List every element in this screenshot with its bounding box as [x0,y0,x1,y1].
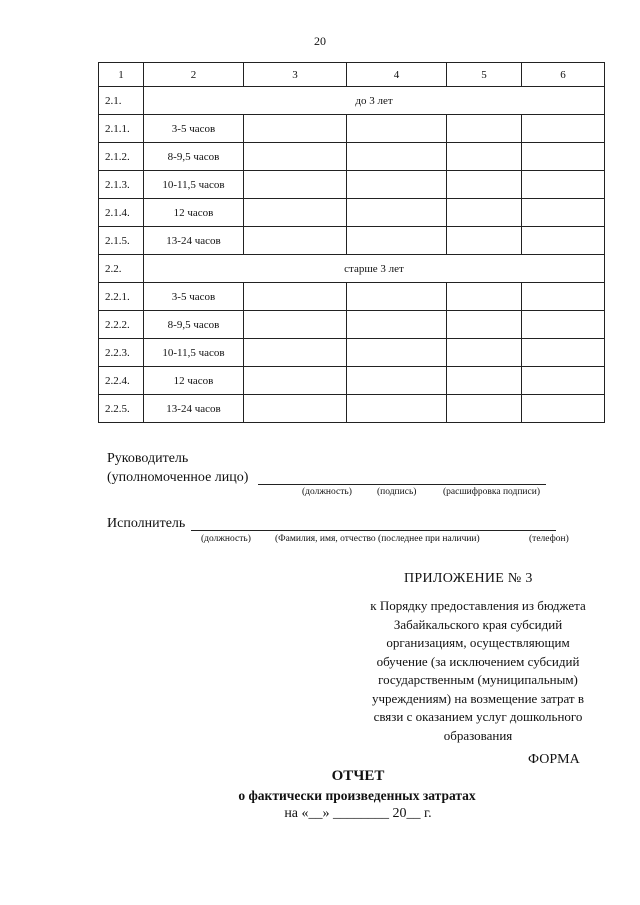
column-header: 4 [347,63,447,87]
value-cell[interactable] [244,115,347,143]
appendix-line: обучение (за исключением субсидий [376,653,580,669]
hours-cell: 12 часов [144,367,244,395]
row-number: 2.1.5. [99,227,144,255]
caption-executor-phone: (телефон) [529,534,569,544]
value-cell[interactable] [347,283,447,311]
hours-cell: 13-24 часов [144,227,244,255]
value-cell[interactable] [522,227,605,255]
value-cell[interactable] [347,395,447,423]
value-cell[interactable] [447,227,522,255]
head-label: Руководитель [107,451,189,466]
table-row [99,171,605,199]
value-cell[interactable] [447,311,522,339]
appendix-line: учреждениям) на возмещение затрат в [372,690,584,706]
value-cell[interactable] [522,283,605,311]
column-header: 6 [522,63,605,87]
row-number: 2.2.5. [99,395,144,423]
value-cell[interactable] [347,367,447,395]
value-cell[interactable] [447,283,522,311]
appendix-line: организациям, осуществляющим [386,635,570,650]
hours-cell: 8-9,5 часов [144,311,244,339]
caption-decoding: (расшифровка подписи) [443,487,540,497]
report-title: ОТЧЕТ [331,768,385,784]
value-cell[interactable] [244,171,347,199]
value-cell[interactable] [522,199,605,227]
report-date: на «__» ________ 20__ г. [284,806,432,821]
row-number: 2.1.4. [99,199,144,227]
value-cell[interactable] [447,199,522,227]
value-cell[interactable] [347,143,447,171]
cost-table [98,62,605,423]
column-header: 3 [244,63,347,87]
value-cell[interactable] [522,171,605,199]
value-cell[interactable] [347,171,447,199]
appendix-line: связи с оказанием услуг дошкольного [373,709,583,724]
hours-cell: 3-5 часов [144,283,244,311]
row-number: 2.1.2. [99,143,144,171]
page-number: 20 [314,34,326,48]
row-number: 2.1. [99,87,144,115]
caption-signature: (подпись) [377,487,417,497]
row-number: 2.2.4. [99,367,144,395]
value-cell[interactable] [244,395,347,423]
value-cell[interactable] [347,311,447,339]
table-row [99,199,605,227]
value-cell[interactable] [447,143,522,171]
hours-cell: 12 часов [144,199,244,227]
value-cell[interactable] [522,115,605,143]
executor-label: Исполнитель [107,516,186,531]
value-cell[interactable] [522,143,605,171]
value-cell[interactable] [447,367,522,395]
executor-signature-line[interactable] [191,530,556,531]
value-cell[interactable] [447,395,522,423]
value-cell[interactable] [347,227,447,255]
appendix-line: государственным (муниципальным) [378,672,578,687]
value-cell[interactable] [447,171,522,199]
row-number: 2.2. [99,255,144,283]
row-number: 2.2.2. [99,311,144,339]
value-cell[interactable] [447,339,522,367]
row-number: 2.1.3. [99,171,144,199]
table-row [99,311,605,339]
value-cell[interactable] [347,115,447,143]
table-row [99,367,605,395]
value-cell[interactable] [522,311,605,339]
hours-cell: 10-11,5 часов [144,339,244,367]
group-label: старше 3 лет [144,255,605,283]
value-cell[interactable] [244,227,347,255]
caption-executor-position: (должность) [201,534,251,544]
group-label: до 3 лет [144,87,605,115]
table-group-row [99,87,605,115]
value-cell[interactable] [522,367,605,395]
caption-position: (должность) [302,487,352,497]
column-header: 1 [99,63,144,87]
table-row [99,339,605,367]
row-number: 2.1.1. [99,115,144,143]
head-label-sub: (уполномоченное лицо) [107,470,249,485]
appendix-line: к Порядку предоставления из бюджета [370,598,586,613]
appendix-title: ПРИЛОЖЕНИЕ № 3 [404,571,533,586]
table-header-row [99,63,605,87]
value-cell[interactable] [244,143,347,171]
row-number: 2.2.3. [99,339,144,367]
table-row [99,115,605,143]
value-cell[interactable] [244,367,347,395]
value-cell[interactable] [244,339,347,367]
caption-executor-name: (Фамилия, имя, отчество (последнее при наличии) [275,534,480,544]
value-cell[interactable] [244,283,347,311]
value-cell[interactable] [244,199,347,227]
value-cell[interactable] [522,395,605,423]
table-group-row [99,255,605,283]
head-signature-line[interactable] [258,484,546,485]
hours-cell: 10-11,5 часов [144,171,244,199]
table-row [99,143,605,171]
appendix-text [330,597,626,745]
appendix-line: образования [443,727,513,743]
hours-cell: 13-24 часов [144,395,244,423]
column-header: 2 [144,63,244,87]
hours-cell: 3-5 часов [144,115,244,143]
appendix-line: Забайкальского края субсидий [393,616,563,632]
report-subtitle: о фактически произведенных затратах [238,788,476,803]
value-cell[interactable] [522,339,605,367]
table-row [99,395,605,423]
table-row [99,227,605,255]
value-cell[interactable] [347,339,447,367]
column-header: 5 [447,63,522,87]
table-row [99,283,605,311]
form-label: ФОРМА [528,752,580,767]
value-cell[interactable] [244,311,347,339]
value-cell[interactable] [347,199,447,227]
hours-cell: 8-9,5 часов [144,143,244,171]
value-cell[interactable] [447,115,522,143]
row-number: 2.2.1. [99,283,144,311]
